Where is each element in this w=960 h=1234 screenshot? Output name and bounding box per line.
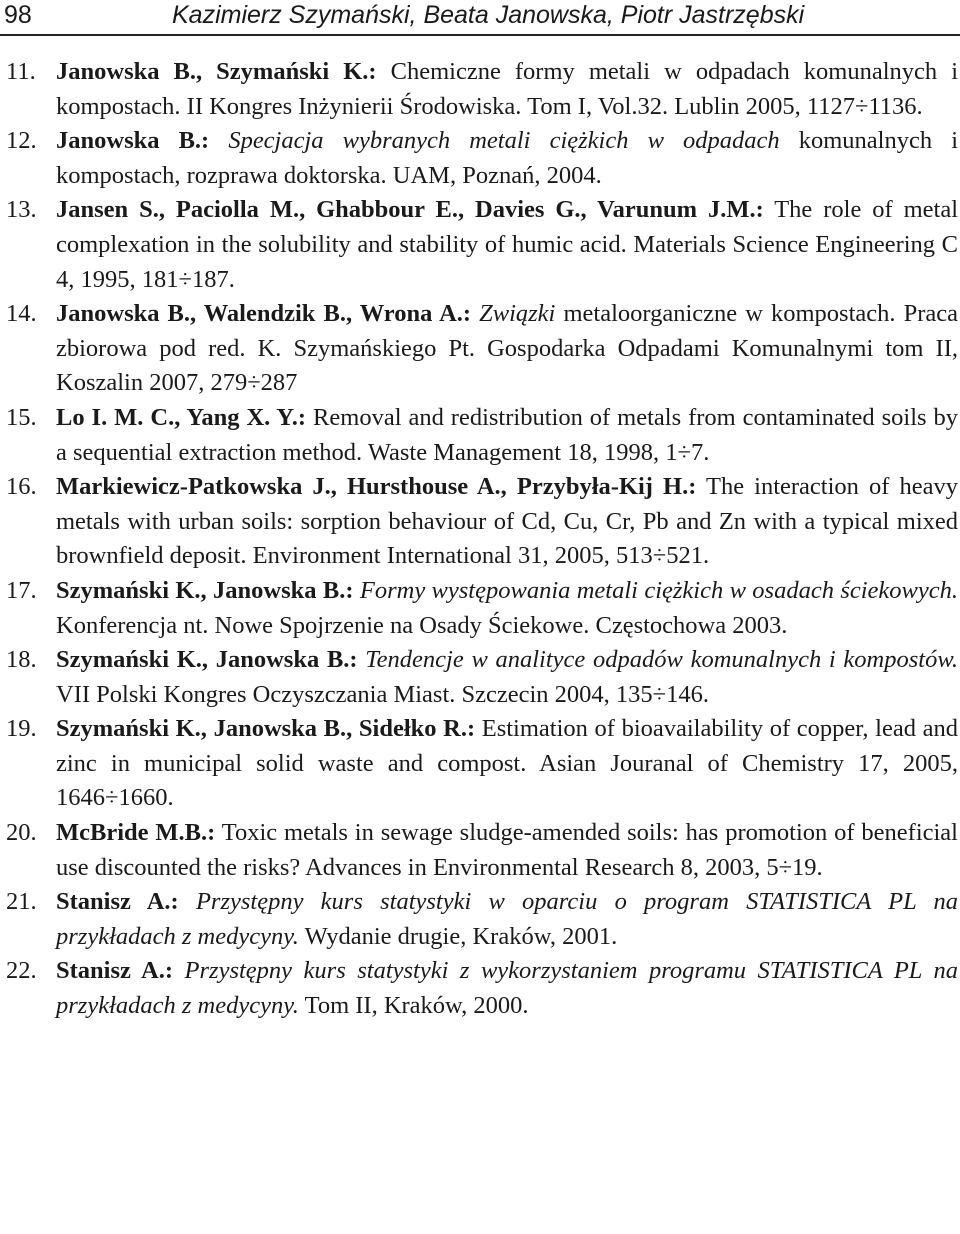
reference-list: [0, 55, 960, 1024]
reference-authors: Janowska B., Szymański K.:: [56, 58, 377, 85]
reference-source: Environment International 31, 2005, 513÷521.: [252, 542, 710, 570]
reference-authors: Szymański K., Janowska B., Sidełko R.:: [56, 715, 476, 743]
reference-item: [0, 470, 958, 574]
reference-source: Konferencja nt. Nowe Spojrzenie na Osady Ściekowe. Częstochowa 2003.: [56, 611, 788, 639]
reference-item: [0, 885, 958, 954]
reference-source: Tom II, Kraków, 2000.: [304, 992, 529, 1020]
reference-number: 21.: [6, 888, 37, 916]
reference-source: Advances in Environmental Research 8, 2003, 5÷19.: [305, 853, 823, 881]
reference-source: metaloorganiczne w kompostach. Praca zbiorowa pod red. K. Szymańskiego Pt. Gospodarka Odpadami Komunalnymi tom II, Koszalin 2007, 279÷287: [56, 300, 958, 397]
reference-number: 22.: [6, 957, 37, 985]
reference-authors: McBride M.B.:: [56, 819, 216, 847]
reference-number: 14.: [6, 300, 37, 328]
reference-title: Przystępny kurs statystyki z wykorzystaniem programu STATISTICA PL na przykładach z medycyny.: [56, 957, 958, 1020]
reference-item: [0, 643, 958, 712]
reference-source: komunalnych i kompostach, rozprawa doktorska. UAM, Poznań, 2004.: [56, 127, 959, 189]
reference-item: [0, 954, 958, 1023]
running-head-authors: Kazimierz Szymański, Beata Janowska, Piotr Jastrzębski: [172, 1, 805, 29]
reference-number: 19.: [6, 715, 37, 743]
reference-item: [0, 193, 958, 297]
reference-source: Materials Science Engineering C 4, 1995, 181÷187.: [56, 230, 959, 293]
reference-authors: Lo I. M. C., Yang X. Y.:: [56, 403, 307, 431]
reference-number: 18.: [6, 646, 37, 674]
page-header: [0, 0, 960, 36]
reference-title: Specjacja wybranych metali ciężkich w odpadach: [228, 127, 780, 155]
reference-authors: Szymański K., Janowska B.:: [56, 646, 358, 674]
reference-title: Przystępny kurs statystyki w oparciu o program STATISTICA PL na przykładach z medycyny.: [56, 888, 959, 950]
reference-item: [0, 124, 958, 193]
reference-title: Estimation of bioavailability of copper, lead and zinc in municipal solid waste and compost.: [56, 715, 958, 777]
reference-title: Związki: [479, 300, 556, 328]
reference-title: The interaction of heavy metals with urban soils: sorption behaviour of Cd, Cu, Cr, Pb and Zn with a typical mixed brownfield deposit.: [56, 473, 958, 570]
page-number: 98: [4, 1, 32, 29]
reference-title: The role of metal complexation in the solubility and stability of humic acid.: [56, 196, 958, 258]
reference-authors: Janowska B., Walendzik B., Wrona A.:: [56, 300, 472, 328]
reference-source: Wydanie drugie, Kraków, 2001.: [304, 922, 618, 950]
reference-item: [0, 297, 958, 401]
reference-number: 20.: [6, 819, 37, 847]
reference-number: 12.: [6, 127, 37, 155]
reference-authors: Stanisz A.:: [56, 888, 179, 916]
reference-authors: Markiewicz-Patkowska J., Hursthouse A., Przybyła-Kij H.:: [56, 473, 697, 501]
reference-authors: Janowska B.:: [56, 127, 210, 155]
reference-number: 11.: [6, 58, 36, 85]
reference-number: 16.: [6, 473, 37, 501]
reference-source: Waste Management 18, 1998, 1÷7.: [367, 438, 710, 466]
reference-source: VII Polski Kongres Oczyszczania Miast. Szczecin 2004, 135÷146.: [56, 680, 710, 708]
reference-authors: Stanisz A.:: [56, 957, 174, 985]
reference-title: Removal and redistribution of metals from contaminated soils by a sequential extraction method.: [56, 403, 959, 466]
reference-title: Tendencje w analityce odpadów komunalnych i kompostów.: [365, 646, 958, 674]
reference-number: 17.: [6, 576, 37, 604]
reference-authors: Jansen S., Paciolla M., Ghabbour E., Davies G., Varunum J.M.:: [56, 196, 764, 224]
reference-authors: Szymański K., Janowska B.:: [56, 576, 354, 604]
reference-source: Asian Jouranal of Chemistry 17, 2005, 1646÷1660.: [56, 749, 958, 812]
reference-number: 13.: [6, 196, 37, 224]
reference-item: [0, 574, 958, 643]
reference-number: 15.: [6, 403, 37, 431]
reference-title: Toxic metals in sewage sludge-amended soils: has promotion of beneficial use discounted the risks?: [56, 819, 958, 881]
reference-source: II Kongres Inżynierii Środowiska. Tom I, Vol.32. Lublin 2005, 1127÷1136.: [186, 92, 923, 120]
reference-item: [0, 816, 958, 885]
reference-item: [0, 55, 958, 124]
reference-item: [0, 712, 958, 816]
reference-item: [0, 401, 958, 470]
reference-title: Chemiczne formy metali w odpadach komunalnych i kompostach.: [56, 58, 958, 120]
reference-title: Formy występowania metali ciężkich w osadach ściekowych.: [359, 576, 958, 604]
